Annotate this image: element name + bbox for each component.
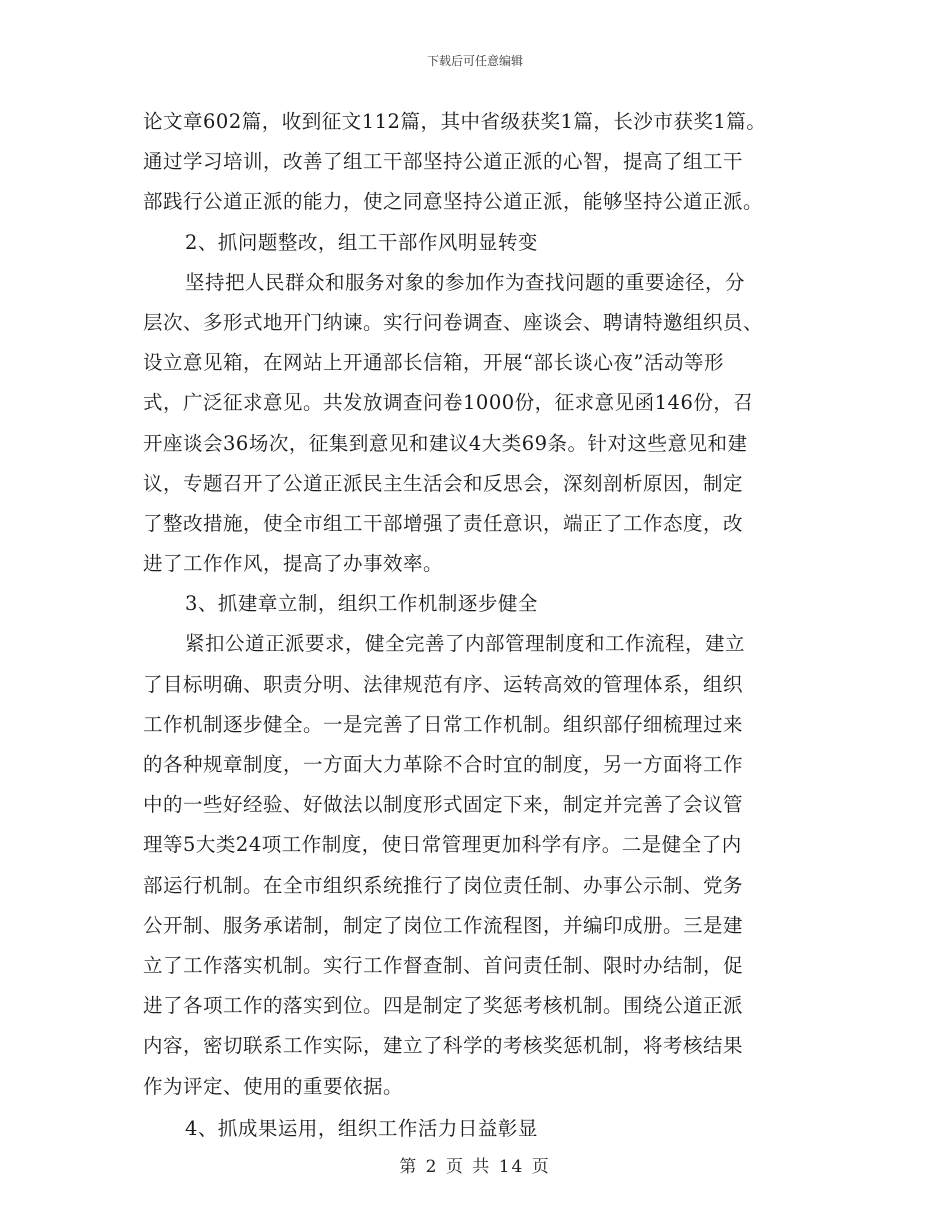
paragraph-start: 坚持把人民群众和服务对象的参加作为查找问题的重要途径，分 — [185, 270, 746, 294]
document-body — [143, 102, 823, 1149]
body-line: 了整改措施，使全市组工干部增强了责任意识，端正了工作态度，改 — [143, 511, 744, 535]
body-line: 层次、多形式地开门纳谏。实行问卷调查、座谈会、聘请特邀组织员、 — [143, 310, 764, 334]
body-line: 作为评定、使用的重要依据。 — [143, 1074, 404, 1098]
body-line: 式，广泛征求意见。共发放调查问卷1000份，征求意见函146份，召 — [143, 391, 754, 415]
body-line: 通过学习培训，改善了组工干部坚持公道正派的心智，提高了组工干 — [143, 150, 744, 174]
body-line: 的各种规章制度，一方面大力革除不合时宜的制度，另一方面将工作 — [143, 753, 744, 776]
body-line: 议，专题召开了公道正派民主生活会和反思会，深刻剖析原因，制定 — [143, 471, 744, 495]
body-line: 公开制、服务承诺制，制定了岗位工作流程图，并编印成册。三是建 — [143, 913, 744, 937]
body-line: 中的一些好经验、好做法以制度形式固定下来，制定并完善了会议管 — [143, 793, 744, 817]
body-line: 内容，密切联系工作实际，建立了科学的考核奖惩机制，将考核结果 — [143, 1034, 744, 1058]
body-line: 部践行公道正派的能力，使之同意坚持公道正派，能够坚持公道正派。 — [143, 190, 764, 214]
body-line: 开座谈会36场次，征集到意见和建议4大类69条。针对这些意见和建 — [143, 431, 748, 455]
section-heading: 2、抓问题整改，组工干部作风明显转变 — [185, 230, 538, 254]
page-footer: 第 2 页 共 14 页 — [399, 1157, 551, 1177]
body-line: 进了工作作风，提高了办事效率。 — [143, 552, 444, 576]
body-line: 设立意见箱，在网站上开通部长信箱，开展“部长谈心夜”活动等形 — [143, 351, 724, 375]
section-heading: 4、抓成果运用，组织工作活力日益彰显 — [185, 1116, 538, 1140]
body-line: 了目标明确、职责分明、法律规范有序、运转高效的管理体系，组织 — [143, 672, 744, 696]
body-line: 部运行机制。在全市组织系统推行了岗位责任制、办事公示制、党务 — [143, 873, 744, 897]
page-header: 下载后可任意编辑 — [426, 54, 523, 68]
body-line: 立了工作落实机制。实行工作督查制、首问责任制、限时办结制，促 — [143, 953, 744, 977]
body-line: 理等5大类24项工作制度，使日常管理更加科学有序。二是健全了内 — [143, 833, 742, 857]
paragraph-start: 紧扣公道正派要求，健全完善了内部管理制度和工作流程，建立 — [185, 632, 746, 656]
body-line: 论文章602篇，收到征文112篇，其中省级获奖1篇，长沙市获奖1篇。 — [143, 110, 767, 133]
section-heading: 3、抓建章立制，组织工作机制逐步健全 — [185, 592, 538, 616]
body-line: 工作机制逐步健全。一是完善了日常工作机制。组织部仔细梳理过来 — [143, 712, 744, 736]
body-line: 进了各项工作的落实到位。四是制定了奖惩考核机制。围绕公道正派 — [143, 994, 744, 1018]
